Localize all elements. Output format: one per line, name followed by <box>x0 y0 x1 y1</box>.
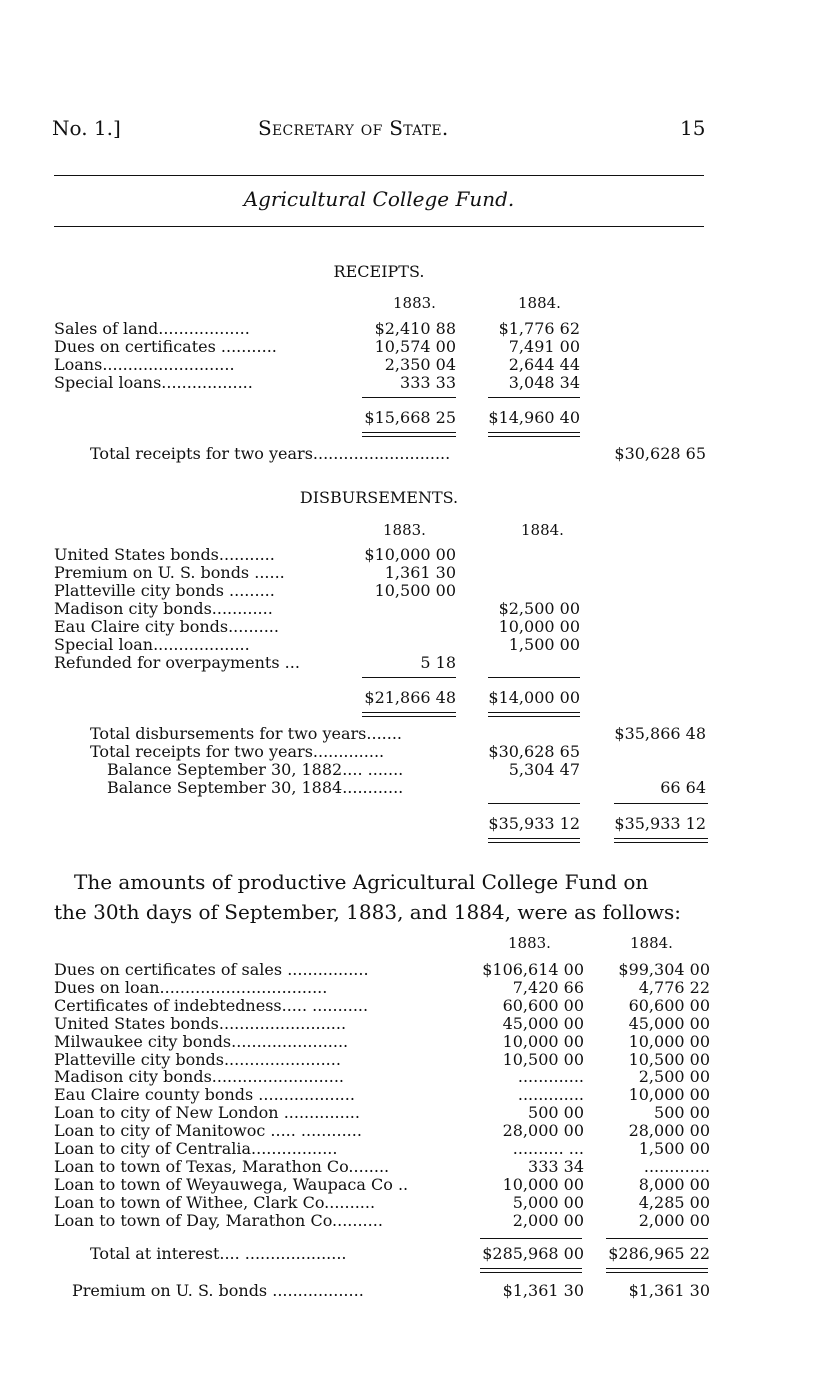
row-value-1883: 5,000 00 <box>512 1193 584 1212</box>
receipts-double-rule-1883 <box>362 432 456 437</box>
row-value-1884: 1,500 00 <box>638 1139 710 1158</box>
row-value-1884: 4,285 00 <box>638 1193 710 1212</box>
grand-double-rule-col2 <box>488 838 580 843</box>
row-value-1883: $10,000 00 <box>364 545 456 564</box>
row-label: Certificates of indebtedness..... ........... <box>54 996 369 1015</box>
row-label: Dues on certificates ........... <box>54 337 277 356</box>
receipts-rule-1883 <box>362 397 456 398</box>
summary-value-col3: 66 64 <box>660 778 706 797</box>
two-year-receipts-value: $30,628 65 <box>614 444 706 463</box>
row-value-1884: 45,000 00 <box>628 1014 710 1033</box>
row-value-1884: 28,000 00 <box>628 1121 710 1140</box>
row-label: Loans.......................... <box>54 355 235 374</box>
row-value-1884: 2,000 00 <box>638 1211 710 1230</box>
row-label: Dues on certificates of sales ................ <box>54 960 369 979</box>
row-label: Loan to city of Centralia................. <box>54 1139 338 1158</box>
row-value-1883: 10,000 00 <box>502 1032 584 1051</box>
summary-label: Balance September 30, 1882.... ....... <box>107 760 404 779</box>
summary-value-col3: $35,866 48 <box>614 724 706 743</box>
header-left: No. 1.] <box>52 116 121 140</box>
row-value-1884: 10,500 00 <box>628 1050 710 1069</box>
disbursements-heading: DISBURSEMENTS. <box>299 488 459 507</box>
disb-total-1884: $14,000 00 <box>488 688 580 707</box>
summary-label: Total disbursements for two years....... <box>90 724 402 743</box>
two-year-receipts-label: Total receipts for two years........................... <box>90 444 451 463</box>
total-at-interest-label: Total at interest.... .................... <box>90 1244 347 1263</box>
disb-rule-1884 <box>488 677 580 678</box>
row-label: United States bonds........... <box>54 545 275 564</box>
row-label: Loan to city of New London ............... <box>54 1103 360 1122</box>
row-value-1883: $2,410 88 <box>374 319 456 338</box>
row-value-1884: 500 00 <box>654 1103 710 1122</box>
row-label: Loan to town of Texas, Marathon Co........ <box>54 1157 390 1176</box>
prod-col-1883: 1883. <box>508 934 551 952</box>
row-label: Sales of land.................. <box>54 319 250 338</box>
row-value-1883: $106,614 00 <box>482 960 584 979</box>
receipts-rule-1884 <box>488 397 580 398</box>
title-rule <box>54 226 704 227</box>
row-label: Loan to city of Manitowoc ..... ............ <box>54 1121 362 1140</box>
grand-rule-col3 <box>614 803 708 804</box>
prod-double-rule-1883 <box>480 1268 582 1273</box>
row-label: Refunded for overpayments ... <box>54 653 300 672</box>
header-rule <box>54 175 704 176</box>
row-value-1883: 10,000 00 <box>502 1175 584 1194</box>
prod-rule-1884 <box>606 1238 708 1239</box>
page-title: Agricultural College Fund. <box>243 187 515 211</box>
disb-double-rule-1884 <box>488 712 580 717</box>
row-label: Madison city bonds............ <box>54 599 273 618</box>
intro-line-2: the 30th days of September, 1883, and 1884, were as follows: <box>54 900 682 924</box>
receipts-double-rule-1884 <box>488 432 580 437</box>
row-value-1883: 28,000 00 <box>502 1121 584 1140</box>
row-label: United States bonds......................... <box>54 1014 347 1033</box>
grand-double-rule-col3 <box>614 838 708 843</box>
row-value-1884: 7,491 00 <box>508 337 580 356</box>
prod-col-1884: 1884. <box>630 934 673 952</box>
receipts-total-1884: $14,960 40 <box>488 408 580 427</box>
grand-total-col3: $35,933 12 <box>614 814 706 833</box>
row-value-1883: 2,350 04 <box>384 355 456 374</box>
row-value-1884: $2,500 00 <box>498 599 580 618</box>
receipts-col-1884: 1884. <box>518 294 561 312</box>
row-value-1883: 333 34 <box>528 1157 584 1176</box>
disb-col-1883: 1883. <box>383 521 426 539</box>
row-value-1883: 7,420 66 <box>512 978 584 997</box>
row-value-1884: 10,000 00 <box>628 1032 710 1051</box>
row-value-1883: 500 00 <box>528 1103 584 1122</box>
row-value-1884: 8,000 00 <box>638 1175 710 1194</box>
row-value-1883: 333 33 <box>400 373 456 392</box>
disb-double-rule-1883 <box>362 712 456 717</box>
total-at-interest-1884: $286,965 22 <box>608 1244 710 1263</box>
row-label: Loan to town of Weyauwega, Waupaca Co .. <box>54 1175 409 1194</box>
receipts-heading: RECEIPTS. <box>333 262 425 281</box>
prod-rule-1883 <box>480 1238 582 1239</box>
row-value-1883: 1,361 30 <box>384 563 456 582</box>
row-label: Special loans.................. <box>54 373 253 392</box>
row-value-1884: 10,000 00 <box>498 617 580 636</box>
summary-label: Total receipts for two years.............. <box>90 742 385 761</box>
row-value-1884: $1,776 62 <box>498 319 580 338</box>
premium-1884: $1,361 30 <box>628 1281 710 1300</box>
page-number: 15 <box>680 116 706 140</box>
row-value-1883: 60,600 00 <box>502 996 584 1015</box>
row-value-1883: ............. <box>517 1085 584 1104</box>
row-label: Eau Claire county bonds ................... <box>54 1085 355 1104</box>
prod-double-rule-1884 <box>606 1268 708 1273</box>
row-label: Loan to town of Withee, Clark Co.......... <box>54 1193 376 1212</box>
row-value-1884: 2,644 44 <box>508 355 580 374</box>
grand-rule-col2 <box>488 803 580 804</box>
row-value-1883: 5 18 <box>420 653 456 672</box>
row-value-1883: 2,000 00 <box>512 1211 584 1230</box>
row-label: Premium on U. S. bonds ...... <box>54 563 285 582</box>
disb-total-1883: $21,866 48 <box>364 688 456 707</box>
disb-col-1884: 1884. <box>521 521 564 539</box>
row-label: Madison city bonds.......................... <box>54 1067 345 1086</box>
premium-label: Premium on U. S. bonds .................. <box>72 1281 364 1300</box>
grand-total-col2: $35,933 12 <box>488 814 580 833</box>
row-value-1884: 10,000 00 <box>628 1085 710 1104</box>
row-value-1883: 10,500 00 <box>502 1050 584 1069</box>
row-label: Eau Claire city bonds.......... <box>54 617 279 636</box>
row-value-1883: 10,500 00 <box>374 581 456 600</box>
disb-rule-1883 <box>362 677 456 678</box>
row-label: Platteville city bonds....................... <box>54 1050 341 1069</box>
premium-1883: $1,361 30 <box>502 1281 584 1300</box>
row-label: Special loan................... <box>54 635 250 654</box>
intro-line-1: The amounts of productive Agricultural College Fund on <box>74 870 649 894</box>
receipts-total-1883: $15,668 25 <box>364 408 456 427</box>
row-value-1884: 60,600 00 <box>628 996 710 1015</box>
row-value-1884: 2,500 00 <box>638 1067 710 1086</box>
row-label: Loan to town of Day, Marathon Co.......... <box>54 1211 383 1230</box>
row-value-1884: 3,048 34 <box>508 373 580 392</box>
header-center: Secretary of State. <box>258 116 449 140</box>
summary-value-col2: $30,628 65 <box>488 742 580 761</box>
row-label: Dues on loan................................. <box>54 978 328 997</box>
receipts-col-1883: 1883. <box>393 294 436 312</box>
summary-value-col2: 5,304 47 <box>508 760 580 779</box>
row-value-1884: 4,776 22 <box>638 978 710 997</box>
row-value-1884: ............. <box>643 1157 710 1176</box>
row-label: Milwaukee city bonds....................... <box>54 1032 349 1051</box>
row-value-1883: 45,000 00 <box>502 1014 584 1033</box>
summary-label: Balance September 30, 1884............ <box>107 778 404 797</box>
row-value-1884: 1,500 00 <box>508 635 580 654</box>
row-label: Platteville city bonds ......... <box>54 581 275 600</box>
total-at-interest-1883: $285,968 00 <box>482 1244 584 1263</box>
row-value-1883: ............. <box>517 1067 584 1086</box>
row-value-1884: $99,304 00 <box>618 960 710 979</box>
row-value-1883: 10,574 00 <box>374 337 456 356</box>
row-value-1883: .......... ... <box>512 1139 584 1158</box>
